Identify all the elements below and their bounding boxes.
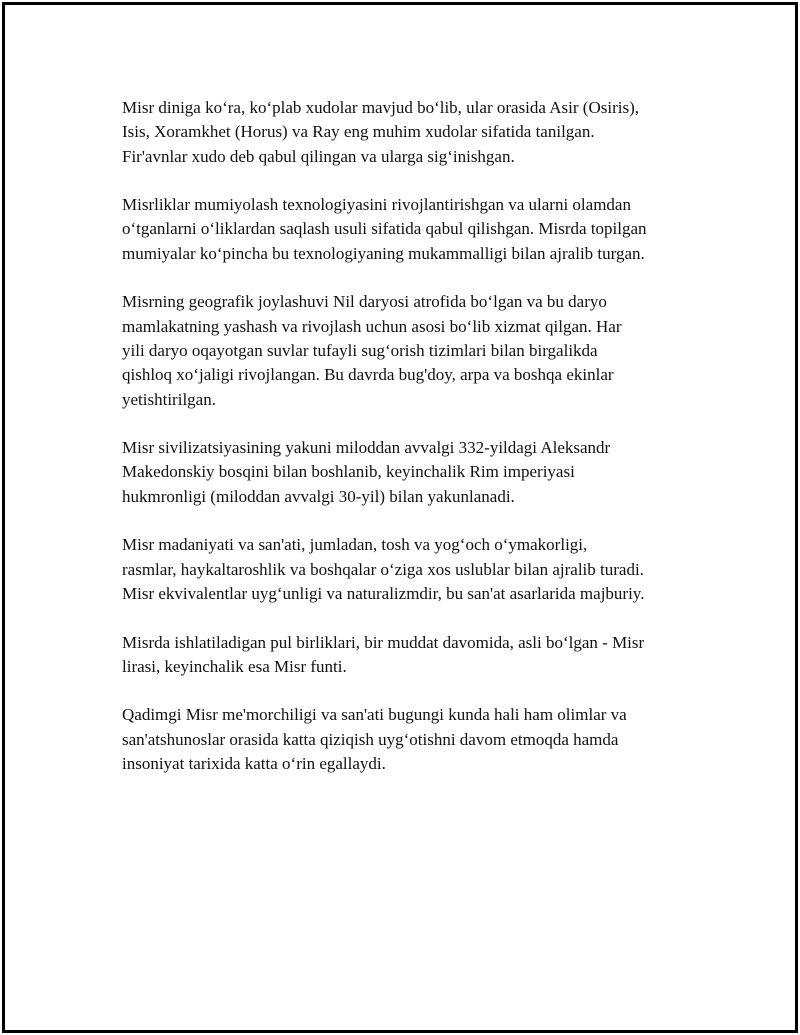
paragraph-line: Misr sivilizatsiyasining yakuni miloddan avvalgi 332-yildagi Aleksandr xyxy=(122,438,611,458)
paragraph-line: Misrliklar mumiyolash texnologiyasini rivojlantirishgan va ularni olamdan xyxy=(122,195,631,215)
document-body xyxy=(122,96,702,801)
paragraph-line: hukmronligi (miloddan avvalgi 30-yil) bilan yakunlanadi. xyxy=(122,486,515,506)
paragraph-line: Qadimgi Misr me'morchiligi va san'ati bugungi kunda hali ham olimlar va xyxy=(122,705,627,725)
paragraph-culture-art xyxy=(122,533,702,606)
paragraph-line: Fir'avnlar xudo deb qabul qilingan va ularga sig‘inishgan. xyxy=(122,146,515,166)
paragraph-mummification xyxy=(122,193,702,266)
paragraph-line: rasmlar, haykaltaroshlik va boshqalar o‘ziga xos uslublar bilan ajralib turadi. xyxy=(122,559,644,579)
paragraph-line: o‘tganlarni o‘liklardan saqlash usuli sifatida qabul qilishgan. Misrda topilgan xyxy=(122,219,647,239)
paragraph-line: insoniyat tarixida katta o‘rin egallaydi. xyxy=(122,754,386,774)
paragraph-line: Misr madaniyati va san'ati, jumladan, tosh va yog‘och o‘ymakorligi, xyxy=(122,535,588,555)
paragraph-line: mamlakatning yashash va rivojlash uchun asosi bo‘lib xizmat qilgan. Har xyxy=(122,316,622,336)
paragraph-line: Misr diniga ko‘ra, ko‘plab xudolar mavjud bo‘lib, ular orasida Asir (Osiris), xyxy=(122,98,639,117)
paragraph-line: mumiyalar ko‘pincha bu texnologiyaning mukammalligi bilan ajralib turgan. xyxy=(122,243,645,263)
paragraph-line: lirasi, keyinchalik esa Misr funti. xyxy=(122,656,347,676)
paragraph-end-of-civilization xyxy=(122,436,702,509)
paragraph-line: yetishtirilgan. xyxy=(122,389,216,409)
paragraph-line: qishloq xo‘jaligi rivojlangan. Bu davrda bug'doy, arpa va boshqa ekinlar xyxy=(122,365,614,385)
page-border xyxy=(2,2,798,1033)
paragraph-line: Makedonskiy bosqini bilan boshlanib, keyinchalik Rim imperiyasi xyxy=(122,462,575,482)
paragraph-line: Isis, Xoramkhet (Horus) va Ray eng muhim xudolar sifatida tanilgan. xyxy=(122,122,595,142)
paragraph-line: san'atshunoslar orasida katta qiziqish uyg‘otishni davom etmoqda hamda xyxy=(122,729,619,749)
paragraph-architecture-legacy xyxy=(122,703,702,776)
paragraph-line: Misrning geografik joylashuvi Nil daryosi atrofida bo‘lgan va bu daryo xyxy=(122,292,607,312)
paragraph-line: Misrda ishlatiladigan pul birliklari, bir muddat davomida, asli bo‘lgan - Misr xyxy=(122,632,645,652)
paragraph-religion xyxy=(122,96,702,169)
paragraph-geography xyxy=(122,290,702,411)
paragraph-line: Misr ekvivalentlar uyg‘unligi va naturalizmdir, bu san'at asarlarida majburiy. xyxy=(122,583,645,603)
paragraph-line: yili daryo oqayotgan suvlar tufayli sug‘orish tizimlari bilan birgalikda xyxy=(122,340,598,360)
paragraph-currency xyxy=(122,631,702,680)
